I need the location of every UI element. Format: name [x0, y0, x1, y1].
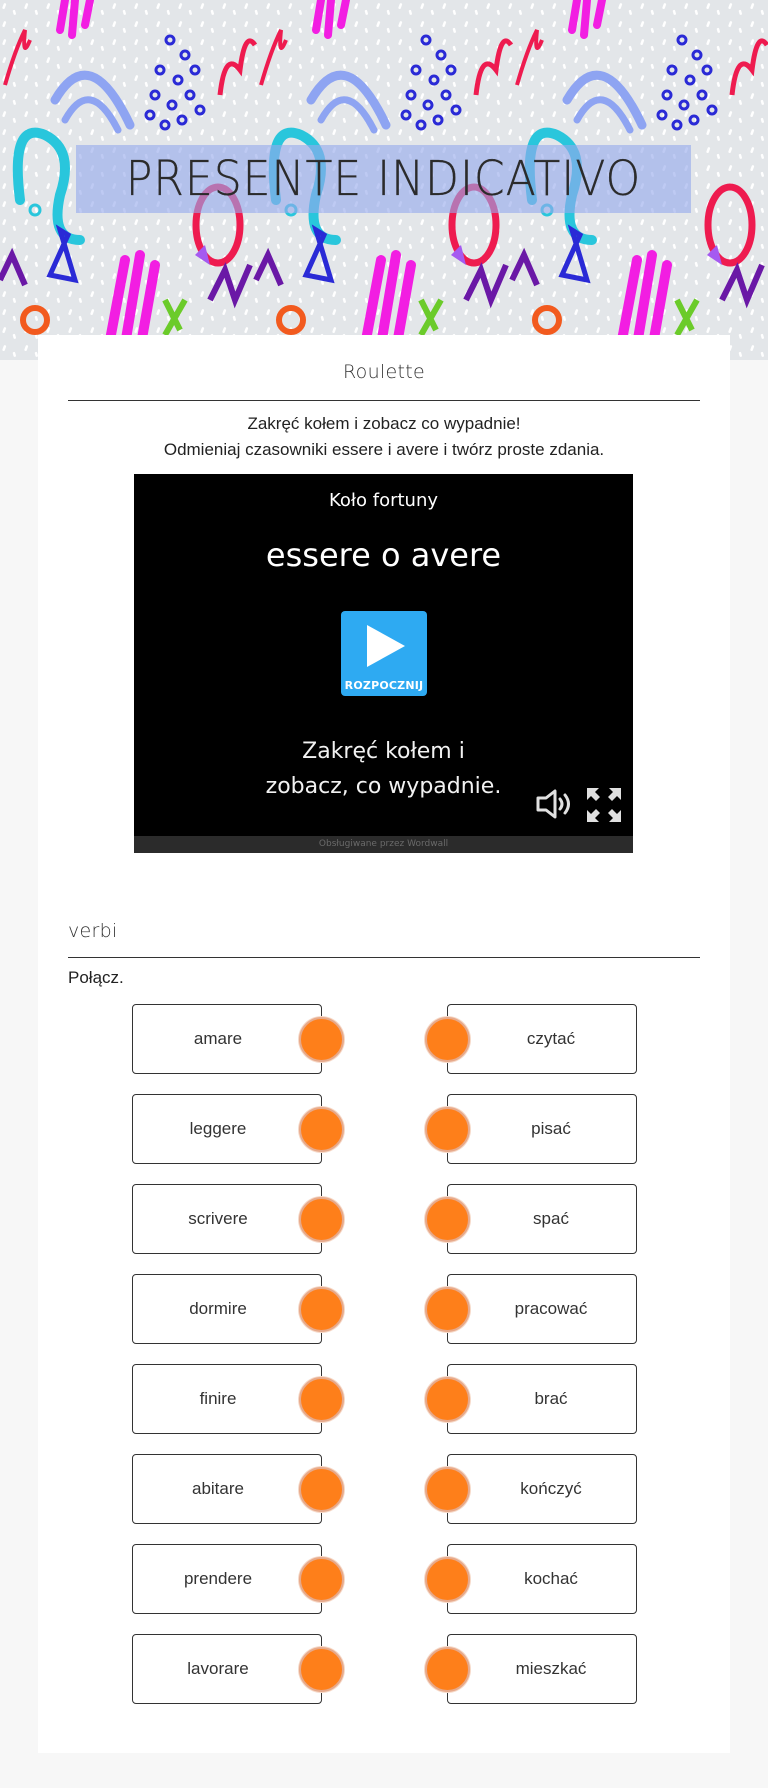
right-item[interactable]: kochać — [447, 1544, 637, 1614]
right-connector-dot[interactable] — [425, 1377, 470, 1422]
start-button[interactable] — [341, 611, 427, 696]
right-item[interactable]: pracować — [447, 1274, 637, 1344]
left-connector-dot[interactable] — [299, 1107, 344, 1152]
game-message-line: zobacz, co wypadnie. — [265, 774, 502, 799]
verbi-section-title: verbi — [68, 920, 118, 942]
roulette-description — [38, 411, 730, 463]
speaker-icon — [534, 786, 574, 822]
left-connector-dot[interactable] — [299, 1377, 344, 1422]
left-connector-dot[interactable] — [299, 1197, 344, 1242]
right-item[interactable]: kończyć — [447, 1454, 637, 1524]
right-connector-dot[interactable] — [425, 1017, 470, 1062]
right-connector-dot[interactable] — [425, 1197, 470, 1242]
right-connector-dot[interactable] — [425, 1107, 470, 1152]
left-item[interactable]: amare — [132, 1004, 322, 1074]
roulette-divider — [68, 400, 700, 401]
right-item[interactable]: brać — [447, 1364, 637, 1434]
verbi-divider — [68, 957, 700, 958]
right-item[interactable]: pisać — [447, 1094, 637, 1164]
match-row — [38, 1544, 730, 1614]
page-title: PRESENTE INDICATIVO — [125, 151, 642, 207]
right-item[interactable]: spać — [447, 1184, 637, 1254]
header-banner — [0, 0, 768, 360]
left-item[interactable]: abitare — [132, 1454, 322, 1524]
game-title: essere o avere — [265, 536, 502, 574]
match-row — [38, 1364, 730, 1434]
right-connector-dot[interactable] — [425, 1287, 470, 1332]
powered-by-footer[interactable]: Obsługiwane przez Wordwall — [134, 836, 633, 853]
right-connector-dot[interactable] — [425, 1557, 470, 1602]
left-connector-dot[interactable] — [299, 1647, 344, 1692]
left-connector-dot[interactable] — [299, 1557, 344, 1602]
roulette-description-line: Odmieniaj czasowniki essere i avere i twórz proste zdania. — [163, 440, 605, 459]
game-message-line: Zakręć kołem i — [302, 739, 465, 764]
start-button-label: ROZPOCZNIJ — [344, 679, 424, 692]
right-item[interactable]: mieszkać — [447, 1634, 637, 1704]
match-row — [38, 1094, 730, 1164]
play-icon — [367, 625, 405, 667]
fullscreen-button[interactable] — [585, 786, 623, 828]
left-item[interactable]: dormire — [132, 1274, 322, 1344]
left-item[interactable]: lavorare — [132, 1634, 322, 1704]
match-row — [38, 1004, 730, 1074]
right-connector-dot[interactable] — [425, 1647, 470, 1692]
left-item[interactable]: scrivere — [132, 1184, 322, 1254]
match-row — [38, 1454, 730, 1524]
match-row — [38, 1274, 730, 1344]
content-card — [38, 335, 730, 1753]
left-item[interactable]: leggere — [132, 1094, 322, 1164]
right-connector-dot[interactable] — [425, 1467, 470, 1512]
fullscreen-icon — [585, 786, 623, 824]
left-connector-dot[interactable] — [299, 1287, 344, 1332]
wordwall-embed[interactable] — [134, 474, 633, 853]
sound-toggle-button[interactable] — [534, 786, 574, 826]
game-subtitle: Koło fortuny — [328, 490, 439, 511]
left-item[interactable]: finire — [132, 1364, 322, 1434]
left-connector-dot[interactable] — [299, 1017, 344, 1062]
match-instruction: Połącz. — [68, 968, 124, 987]
roulette-description-line: Zakręć kołem i zobacz co wypadnie! — [247, 414, 521, 433]
right-item[interactable]: czytać — [447, 1004, 637, 1074]
left-connector-dot[interactable] — [299, 1467, 344, 1512]
roulette-section-title: Roulette — [343, 361, 425, 383]
match-row — [38, 1634, 730, 1704]
match-row — [38, 1184, 730, 1254]
left-item[interactable]: prendere — [132, 1544, 322, 1614]
